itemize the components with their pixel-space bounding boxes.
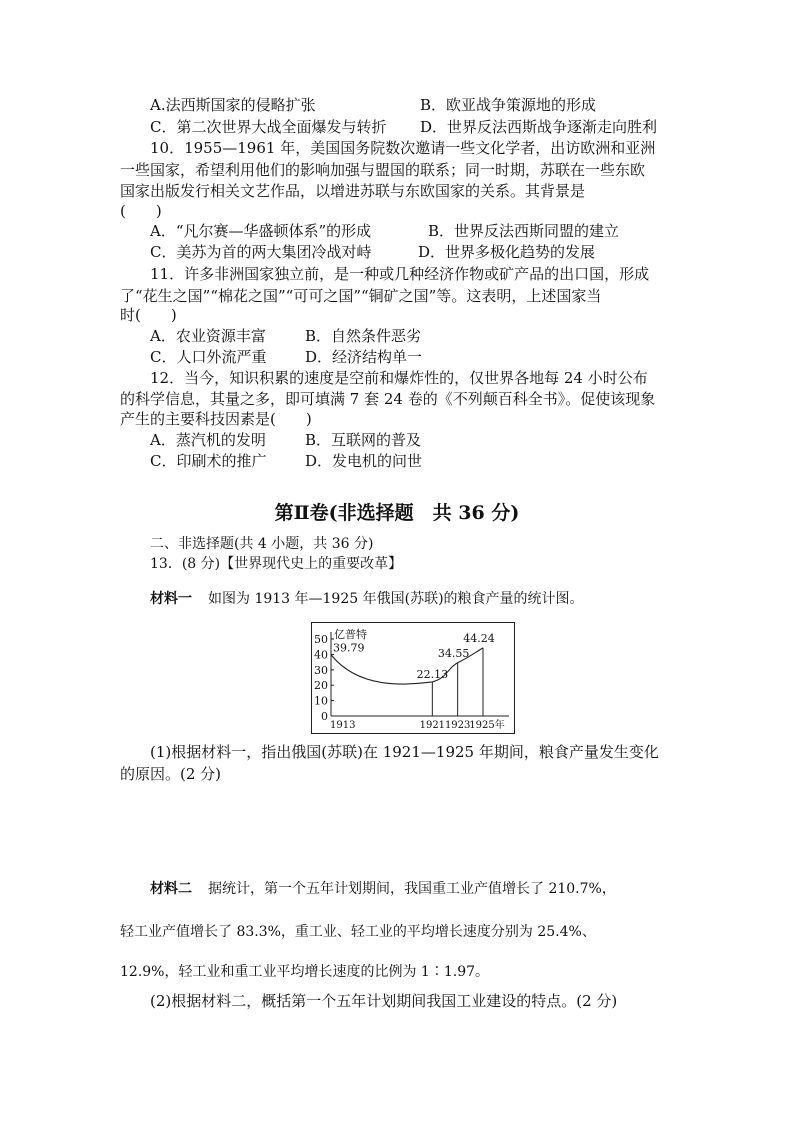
q9-option-b: B．欧亚战争策源地的形成 — [420, 96, 597, 114]
q12-option-c: C．印刷术的推广 — [150, 452, 267, 470]
material1-label: 材料一 — [150, 591, 192, 607]
q9-option-c: C．第二次世界大战全面爆发与转折 — [150, 118, 387, 136]
q13-2-line1: (2)根据材料二，概括第一个五年计划期间我国工业建设的特点。(2 分) — [150, 992, 618, 1010]
section-subtitle: 二、非选择题(共 4 小题，共 36 分) — [150, 536, 374, 552]
q12-option-a: A．蒸汽机的发明 — [150, 431, 266, 449]
q11-option-a: A．农业资源丰富 — [150, 327, 266, 345]
y-tick-label: 30 — [314, 663, 328, 677]
material1-intro — [150, 588, 584, 610]
q10-stem-line2: 一些国家，希望利用他们的影响加强与盟国的联系；同一时期，苏联在一些东欧 — [120, 161, 646, 179]
q9-option-a: A.法西斯国家的侵略扩张 — [150, 96, 316, 114]
x-tick-label: 1913 — [330, 720, 356, 731]
q10-stem-line3: 国家出版发行相关文艺作品，以增进苏联与东欧国家的关系。其背景是 — [120, 182, 586, 200]
q11-option-b: B．自然条件恶劣 — [305, 327, 422, 345]
q12-option-d: D．发电机的问世 — [305, 452, 423, 470]
q10-option-d: D．世界多极化趋势的发展 — [418, 243, 596, 261]
q10-option-c: C．美苏为首的两大集团冷战对峙 — [150, 243, 372, 261]
y-tick-label: 20 — [314, 679, 328, 693]
data-label: 34.55 — [437, 646, 470, 660]
section-title: 第Ⅱ卷(非选择题 共 36 分) — [274, 502, 520, 524]
q12-stem-line3: 产生的主要科技因素是( ) — [120, 410, 312, 428]
q12-stem-line2: 的科学信息，其量之多，即可填满 7 套 24 卷的《不列颠百科全书》。促使该现象 — [120, 390, 656, 408]
y-axis-label: 亿普特 — [334, 628, 367, 641]
material2-label: 材料二 — [150, 881, 192, 897]
q12-option-b: B．互联网的普及 — [305, 431, 422, 449]
q13-1-line1: (1)根据材料一，指出俄国(苏联)在 1921—1925 年期间，粮食产量发生变化 — [150, 743, 659, 761]
y-tick-label: 0 — [321, 710, 328, 723]
x-tick-label: 1921 — [419, 720, 446, 731]
q9-option-d: D．世界反法西斯战争逐渐走向胜利 — [420, 118, 658, 136]
y-tick-label: 50 — [314, 633, 328, 646]
material2-line3: 12.9%，轻工业和重工业平均增长速度的比例为 1∶1.97。 — [120, 964, 490, 980]
y-tick-label: 40 — [314, 648, 328, 662]
x-tick-label: 1923 — [444, 720, 471, 731]
q13-heading: 13．(8 分)【世界现代史上的重要改革】 — [150, 556, 403, 572]
material2-line2: 轻工业产值增长了 83.3%，重工业、轻工业的平均增长速度分别为 25.4%、 — [120, 924, 596, 940]
y-tick-label: 10 — [314, 694, 328, 708]
q12-stem-line1: 12．当今，知识积累的速度是空前和爆炸性的，仅世界各地每 24 小时公布 — [150, 369, 648, 387]
material1-text: 如图为 1913 年—1925 年俄国(苏联)的粮食产量的统计图。 — [208, 591, 584, 607]
q10-answer-blank: ( ) — [120, 202, 162, 220]
data-label: 22.13 — [416, 667, 449, 681]
q10-stem-line1: 10．1955—1961 年，美国国务院数次邀请一些文化学者，出访欧洲和亚洲 — [150, 139, 656, 157]
x-tick-label: 1925年 — [469, 720, 505, 731]
q10-option-b: B．世界反法西斯同盟的建立 — [428, 222, 620, 240]
q10-option-a: A．“凡尔赛—华盛顿体系”的形成 — [150, 222, 372, 240]
q11-stem-line1: 11．许多非洲国家独立前，是一种或几种经济作物或矿产品的出口国，形成 — [150, 265, 650, 283]
data-label: 44.24 — [463, 631, 495, 645]
q11-stem-line3: 时( ) — [120, 306, 177, 324]
material2-line1: 材料二 据统计，第一个五年计划期间，我国重工业产值增长了 210.7%， — [150, 881, 616, 897]
q13-1-line2: 的原因。(2 分) — [120, 765, 222, 783]
grain-output-chart — [311, 622, 515, 734]
q11-stem-line2: 了“花生之国”“棉花之国”“可可之国”“铜矿之国”等。这表明，上述国家当 — [120, 287, 602, 305]
q11-option-d: D．经济结构单一 — [305, 348, 423, 366]
q11-option-c: C．人口外流严重 — [150, 348, 267, 366]
data-label: 39.79 — [333, 641, 365, 655]
